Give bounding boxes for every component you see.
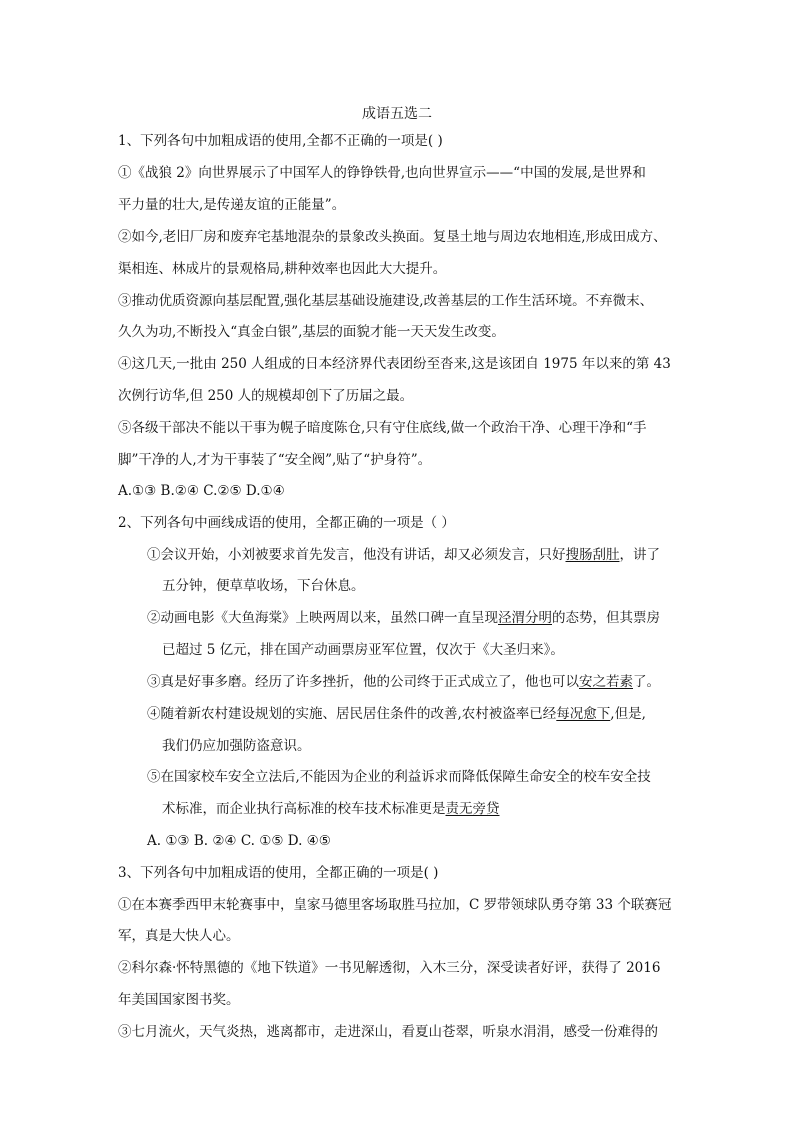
- q1-sentence-3: ③推动优质资源向基层配置,强化基层基础设施建设,改善基层的工作生活环境。不弃微末、: [118, 293, 654, 309]
- q2-stem: 2、下列各句中画线成语的使用，全都正确的一项是（ ）: [118, 515, 455, 531]
- q2-sentence-1-cont: 五分钟，便草草收场，下台休息。: [162, 578, 365, 594]
- q1-sentence-2-cont: 渠相连、林成片的景观格局,耕种效率也因此大大提升。: [118, 261, 447, 277]
- q2-sentence-4-cont: 我们仍应加强防盗意识。: [162, 738, 311, 754]
- q1-sentence-5-cont: 脚”干净的人,才为干事装了“安全阀”,贴了“护身符”。: [118, 452, 432, 468]
- q1-sentence-1: ①《战狼 2》向世界展示了中国军人的铮铮铁骨,也向世界宣示——“中国的发展,是世界和: [118, 165, 646, 181]
- underlined-idiom: 责无旁贷: [445, 801, 500, 817]
- page-title: 成语五选二: [362, 106, 432, 122]
- q2-sentence-5: ⑤在国家校车安全立法后,不能因为企业的利益诉求而降低保障生命安全的校车安全技: [147, 769, 651, 785]
- q3-stem: 3、下列各句中加粗成语的使用，全都正确的一项是( ): [118, 865, 439, 881]
- underlined-idiom: 泾渭分明: [498, 610, 552, 626]
- q3-sentence-1: ①在本赛季西甲末轮赛事中，皇家马德里客场取胜马拉加，C 罗带领球队勇夺第 33 个联赛冠: [118, 897, 672, 913]
- q1-options: A.①③ B.②④ C.②⑤ D.①④: [118, 483, 285, 499]
- q2-sentence-2-cont: 已超过 5 亿元，排在国产动画票房亚军位置，仅次于《大圣归来》。: [162, 642, 564, 658]
- q2-sentence-2: ②动画电影《大鱼海棠》上映两周以来，虽然口碑一直呈现泾渭分明的态势，但其票房: [147, 610, 660, 626]
- q1-sentence-1-cont: 平力量的壮大,是传递友谊的正能量”。: [118, 197, 346, 213]
- q2-options: A. ①③ B. ②④ C. ①⑤ D. ④⑤: [147, 833, 331, 849]
- q2-sentence-1: ①会议开始，小刘被要求首先发言，他没有讲话，却又必须发言，只好搜肠刮肚，讲了: [147, 547, 660, 563]
- q3-sentence-2: ②科尔森·怀特黑德的《地下铁道》一书见解透彻，入木三分，深受读者好评，获得了 2016: [118, 960, 661, 976]
- q3-sentence-2-cont: 年美国国家图书奖。: [118, 992, 240, 1008]
- q1-sentence-2: ②如今,老旧厂房和废弃宅基地混杂的景象改头换面。复垦土地与周边农地相连,形成田成方、: [118, 229, 667, 245]
- q2-sentence-3: ③真是好事多磨。经历了许多挫折，他的公司终于正式成立了，他也可以安之若素了。: [147, 674, 660, 690]
- q2-sentence-5-cont: 术标准，而企业执行高标准的校车技术标准更是责无旁贷: [162, 801, 500, 817]
- underlined-idiom: 搜肠刮肚: [565, 547, 620, 563]
- q1-sentence-4-cont: 次例行访华,但 250 人的规模却创下了历届之最。: [118, 388, 414, 404]
- underlined-idiom: 每况愈下: [556, 706, 611, 722]
- underlined-idiom: 安之若素: [579, 674, 633, 690]
- q3-sentence-3: ③七月流火，天气炎热，逃离都市，走进深山，看夏山苍翠，听泉水涓涓，感受一份难得的: [118, 1024, 658, 1040]
- q1-stem: 1、下列各句中加粗成语的使用,全都不正确的一项是( ): [118, 133, 443, 149]
- q2-sentence-4: ④随着新农村建设规划的实施、居民居住条件的改善,农村被盗率已经每况愈下,但是,: [147, 706, 646, 722]
- q1-sentence-3-cont: 久久为功,不断投入“真金白银”,基层的面貌才能一天天发生改变。: [118, 324, 505, 340]
- q1-sentence-5: ⑤各级干部决不能以干事为幌子暗度陈仓,只有守住底线,做一个政治干净、心理干净和“手: [118, 420, 647, 436]
- q1-sentence-4: ④这几天,一批由 250 人组成的日本经济界代表团纷至沓来,这是该团自 1975 年以来的第 43: [118, 356, 671, 372]
- q3-sentence-1-cont: 军，真是大快人心。: [118, 928, 240, 944]
